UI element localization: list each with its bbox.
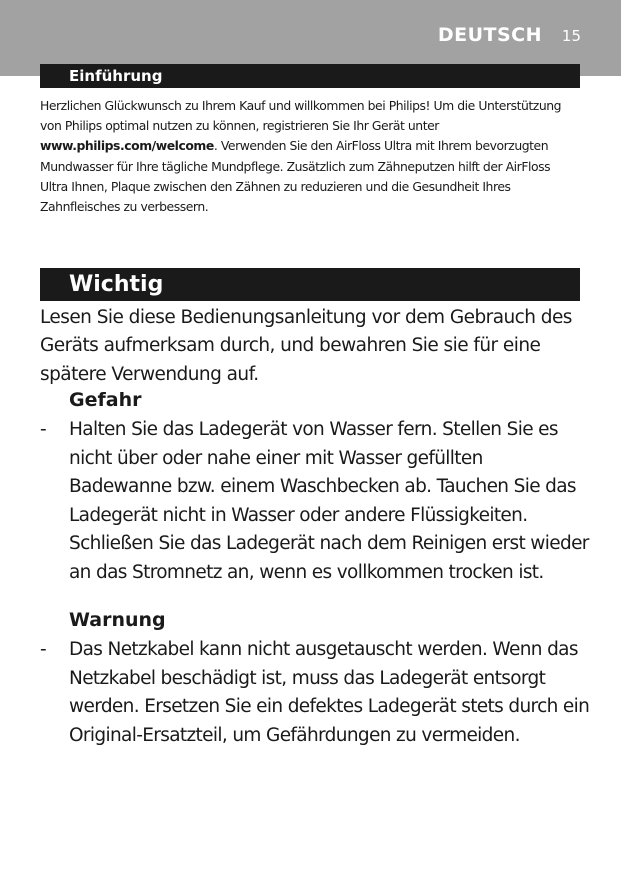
danger-heading: Gefahr [69,389,142,411]
intro-text-end: . Verwenden Sie den AirFloss Ultra mit Ihrem bevorzugten Mundwasser für Ihre tägliche Mundpflege. Zusätzlich zum Zähneputzen hilft der AirFloss Ultra Ihnen, Plaque zwischen den Zähnen zu reduzieren und die Gesundheit Ihres Zahnfleisches zu verbessern. [40,138,551,215]
bullet-marker: - [40,639,47,660]
danger-bullet-item [40,416,590,587]
section-heading-intro: Einführung [40,64,580,88]
language-label: DEUTSCH [437,24,542,46]
page-number: 15 [561,27,581,45]
warning-heading: Warnung [69,609,166,631]
danger-bullet-text: Halten Sie das Ladegerät von Wasser fern. Stellen Sie es nicht über oder nahe einer mit Wasser gefüllten Badewanne bzw. einem Waschbecken ab. Tauchen Sie das Ladegerät nicht in Wasser oder andere Flüssigkeiten. Schließen Sie das Ladegerät nach dem Reinigen erst wieder an das Stromnetz an, wenn es vollkommen trocken ist. [69,419,589,583]
intro-paragraph [40,96,580,217]
bullet-marker: - [40,419,47,440]
warning-bullet-item [40,636,590,750]
intro-text-start: Herzlichen Glückwunsch zu Ihrem Kauf und willkommen bei Philips! Um die Unterstützung von Philips optimal nutzen zu können, registrieren Sie Ihr Gerät unter [40,98,562,134]
warning-bullet-text: Das Netzkabel kann nicht ausgetauscht werden. Wenn das Netzkabel beschädigt ist, muss das Ladegerät entsorgt werden. Ersetzen Sie ein defektes Ladegerät stets durch ein Original-Ersatzteil, um Gefährdungen zu vermeiden. [69,639,590,746]
important-lead-paragraph: Lesen Sie diese Bedienungsanleitung vor dem Gebrauch des Geräts aufmerksam durch, und bewahren Sie sie für eine spätere Verwendung auf. [40,307,572,385]
section-heading-important: Wichtig [40,268,580,301]
welcome-url: www.philips.com/welcome [40,138,214,154]
